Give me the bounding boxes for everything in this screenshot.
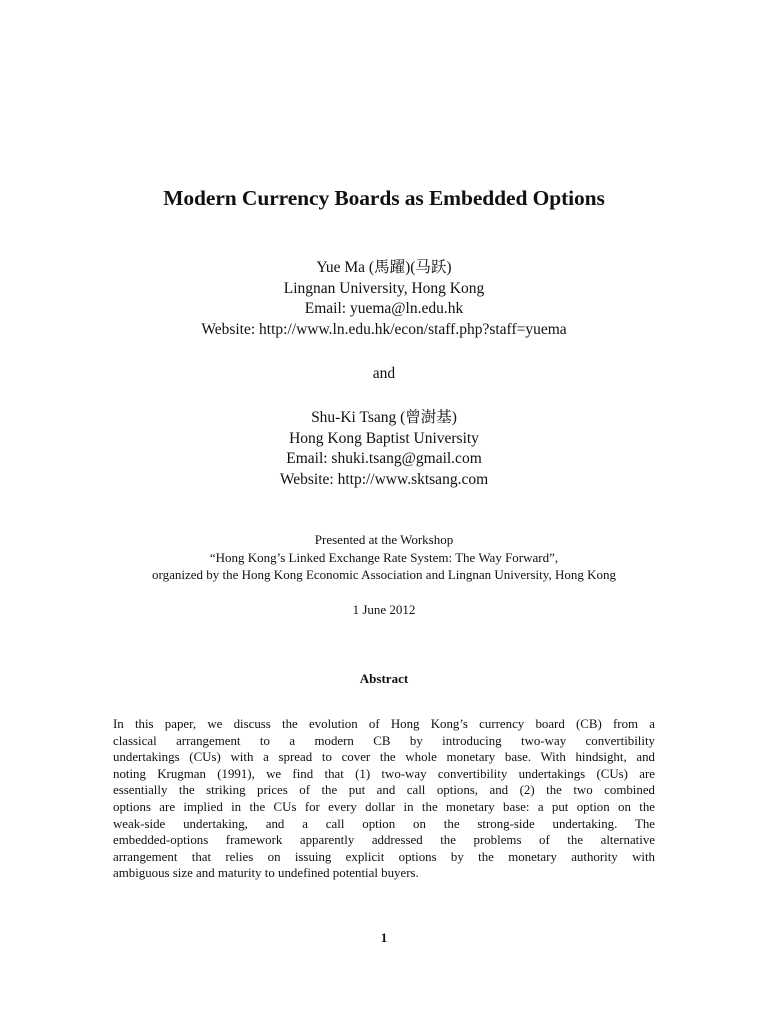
workshop-line: “Hong Kong’s Linked Exchange Rate System: The Way Forward”, <box>209 549 559 565</box>
abstract-line: noting Krugman (1991), we find that (1) two-way convertibility undertakings (CUs) are <box>113 766 655 781</box>
author-website: Website: http://www.ln.edu.hk/econ/staff.php?staff=yuema <box>201 320 567 338</box>
author-name: Yue Ma (馬躍)(马跃) <box>316 259 452 276</box>
abstract-line: essentially the striking prices of the put and call options, and (2) the two combined <box>113 783 655 798</box>
workshop-info <box>0 531 768 584</box>
abstract-heading: Abstract <box>359 671 409 686</box>
abstract-line: classical arrangement to a modern CB by introducing two-way convertibility <box>113 733 655 748</box>
author-email: Email: shuki.tsang@gmail.com <box>286 450 482 467</box>
abstract-line: embedded-options framework apparently addressed the problems of the alternative <box>113 833 655 848</box>
workshop-line: Presented at the Workshop <box>314 532 454 547</box>
author-block-1 <box>0 258 768 340</box>
author-website: Website: http://www.sktsang.com <box>279 470 489 488</box>
page-number: 1 <box>380 930 388 945</box>
author-separator: and <box>372 365 396 382</box>
abstract-line: undertakings (CUs) with a spread to cover the whole monetary base. With hindsight, and <box>113 750 655 765</box>
abstract-line: ambiguous size and maturity to undefined potential buyers. <box>113 866 419 881</box>
workshop-line: organized by the Hong Kong Economic Association and Lingnan University, Hong Kong <box>152 567 616 582</box>
abstract-line: arrangement that relies on issuing explicit options by the monetary authority with <box>113 849 655 864</box>
presentation-date: 1 June 2012 <box>352 602 416 617</box>
abstract-line: options are implied in the CUs for every dollar in the monetary base: a put option on the <box>113 799 655 814</box>
abstract-line: In this paper, we discuss the evolution of Hong Kong’s currency board (CB) from a <box>113 717 655 731</box>
author-affiliation: Lingnan University, Hong Kong <box>283 279 485 297</box>
author-email: Email: yuema@ln.edu.hk <box>304 300 464 317</box>
author-block-2 <box>0 408 768 490</box>
abstract-line: weak-side undertaking, and a call option on the strong-side undertaking. The <box>113 816 655 831</box>
paper-title: Modern Currency Boards as Embedded Options <box>163 186 605 210</box>
author-name: Shu-Ki Tsang (曾澍基) <box>311 409 457 426</box>
abstract-body <box>113 716 655 882</box>
author-affiliation: Hong Kong Baptist University <box>289 429 479 447</box>
